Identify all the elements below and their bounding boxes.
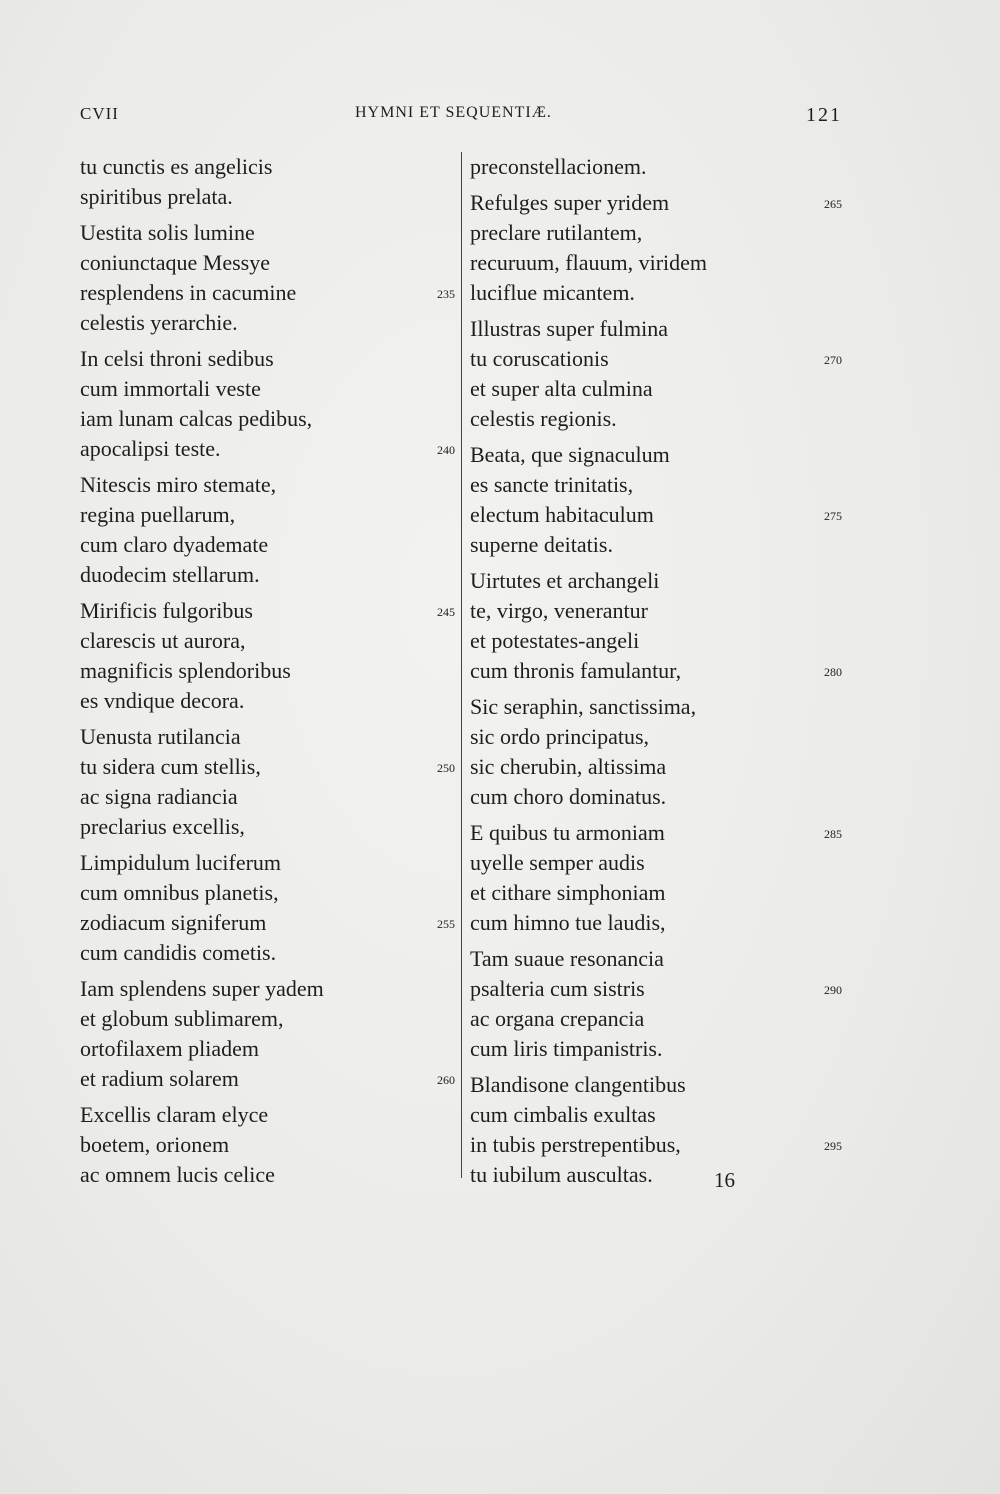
verse-line [80, 782, 460, 812]
stanza [80, 722, 460, 842]
verse-line [470, 278, 860, 308]
verse-line [80, 182, 460, 212]
verse-text: ac omnem lucis celice [80, 1162, 275, 1187]
verse-text: Iam splendens super yadem [80, 976, 324, 1001]
verse-line [80, 1004, 460, 1034]
verse-text: et radium solarem [80, 1066, 239, 1091]
verse-line [80, 596, 460, 626]
verse-text: Nitescis miro stemate, [80, 472, 277, 497]
verse-text: preconstellacionem. [470, 154, 647, 179]
verse-line [80, 308, 460, 338]
verse-line [470, 1130, 860, 1160]
line-number: 270 [824, 353, 842, 367]
line-number: 250 [437, 761, 455, 775]
verse-text: cum thronis famulantur, [470, 658, 682, 683]
verse-text: Illustras super fulmina [470, 316, 668, 341]
verse-line [80, 686, 460, 716]
verse-text: In celsi throni sedibus [80, 346, 274, 371]
stanza [470, 1070, 860, 1190]
verse-text: Blandisone clangentibus [470, 1072, 686, 1097]
stanza [470, 188, 860, 308]
verse-text: iam lunam calcas pedibus, [80, 406, 313, 431]
verse-line [470, 692, 860, 722]
verse-line [80, 752, 460, 782]
verse-line [80, 152, 460, 182]
verse-line [80, 404, 460, 434]
verse-text: es vndique decora. [80, 688, 245, 713]
verse-text: Sic seraphin, sanctissima, [470, 694, 697, 719]
verse-line [80, 1130, 460, 1160]
verse-line [470, 374, 860, 404]
stanza [470, 944, 860, 1064]
verse-text: clarescis ut aurora, [80, 628, 246, 653]
verse-text: boetem, orionem [80, 1132, 230, 1157]
verse-text: et cithare simphoniam [470, 880, 666, 905]
verse-line [470, 248, 860, 278]
verse-text: spiritibus prelata. [80, 184, 233, 209]
verse-text: superne deitatis. [470, 532, 613, 557]
verse-text: cum cimbalis exultas [470, 1102, 656, 1127]
verse-line [470, 530, 860, 560]
verse-text: tu cunctis es angelicis [80, 154, 273, 179]
verse-line [80, 908, 460, 938]
verse-text: preclarius excellis, [80, 814, 245, 839]
running-header [0, 104, 1000, 134]
verse-text: es sancte trinitatis, [470, 472, 634, 497]
verse-line [470, 1100, 860, 1130]
verse-text: sic ordo principatus, [470, 724, 650, 749]
verse-line [80, 812, 460, 842]
verse-line [80, 1100, 460, 1130]
line-number: 280 [824, 665, 842, 679]
verse-text: tu sidera cum stellis, [80, 754, 261, 779]
stanza [80, 344, 460, 464]
verse-line [470, 470, 860, 500]
header-section-number: CVII [80, 104, 119, 123]
verse-text: resplendens in cacumine [80, 280, 297, 305]
header-title: HYMNI ET SEQUENTIÆ. [355, 104, 552, 121]
verse-line [470, 500, 860, 530]
verse-text: cum immortali veste [80, 376, 261, 401]
verse-text: cum liris timpanistris. [470, 1036, 663, 1061]
verse-text: Uestita solis lumine [80, 220, 255, 245]
line-number: 260 [437, 1073, 455, 1087]
verse-text: cum choro dominatus. [470, 784, 667, 809]
verse-line [470, 1004, 860, 1034]
verse-line [470, 626, 860, 656]
verse-line [470, 722, 860, 752]
line-number: 295 [824, 1139, 842, 1153]
line-number: 275 [824, 509, 842, 523]
line-number: 240 [437, 443, 455, 457]
stanza [80, 974, 460, 1094]
line-number: 285 [824, 827, 842, 841]
stanza [470, 152, 860, 182]
verse-text: tu coruscationis [470, 346, 609, 371]
verse-text: E quibus tu armoniam [470, 820, 665, 845]
verse-text: regina puellarum, [80, 502, 236, 527]
verse-line [470, 908, 860, 938]
verse-text: preclare rutilantem, [470, 220, 643, 245]
verse-text: cum candidis cometis. [80, 940, 277, 965]
verse-text: celestis yerarchie. [80, 310, 238, 335]
verse-text: uyelle semper audis [470, 850, 645, 875]
verse-line [470, 344, 860, 374]
stanza [470, 692, 860, 812]
stanza [80, 218, 460, 338]
stanza [470, 440, 860, 560]
line-number: 235 [437, 287, 455, 301]
stanza [470, 818, 860, 938]
verse-line [470, 944, 860, 974]
line-number: 255 [437, 917, 455, 931]
verse-line [80, 530, 460, 560]
verse-text: Uenusta rutilancia [80, 724, 241, 749]
verse-line [80, 1160, 460, 1190]
verse-text: tu iubilum auscultas. [470, 1162, 653, 1187]
verse-line [80, 1034, 460, 1064]
verse-line [470, 818, 860, 848]
verse-text: luciflue micantem. [470, 280, 635, 305]
verse-line [80, 248, 460, 278]
verse-line [80, 878, 460, 908]
verse-line [80, 434, 460, 464]
verse-line [470, 188, 860, 218]
verse-line [80, 656, 460, 686]
verse-text: Refulges super yridem [470, 190, 670, 215]
verse-line [80, 344, 460, 374]
verse-text: sic cherubin, altissima [470, 754, 667, 779]
verse-line [80, 278, 460, 308]
line-number: 245 [437, 605, 455, 619]
stanza [80, 596, 460, 716]
verse-text: coniunctaque Messye [80, 250, 270, 275]
verse-text: Excellis claram elyce [80, 1102, 269, 1127]
verse-line [470, 656, 860, 686]
verse-text: Limpidulum luciferum [80, 850, 282, 875]
verse-line [80, 1064, 460, 1094]
verse-line [470, 878, 860, 908]
verse-line [470, 848, 860, 878]
stanza [470, 566, 860, 686]
verse-line [470, 752, 860, 782]
verse-line [470, 440, 860, 470]
verse-line [80, 560, 460, 590]
verse-text: electum habitaculum [470, 502, 654, 527]
verse-text: te, virgo, venerantur [470, 598, 648, 623]
column-divider [461, 152, 462, 1178]
verse-text: cum himno tue laudis, [470, 910, 666, 935]
page-number: 121 [806, 104, 842, 126]
verse-text: magnificis splendoribus [80, 658, 291, 683]
verse-text: Tam suaue resonancia [470, 946, 664, 971]
verse-line [470, 1160, 860, 1190]
verse-text: ortofilaxem pliadem [80, 1036, 259, 1061]
verse-text: in tubis perstrepentibus, [470, 1132, 681, 1157]
verse-line [80, 974, 460, 1004]
stanza [80, 848, 460, 968]
verse-text: apocalipsi teste. [80, 436, 221, 461]
line-number: 290 [824, 983, 842, 997]
verse-text: et super alta culmina [470, 376, 653, 401]
verse-line [470, 218, 860, 248]
verse-text: ac organa crepancia [470, 1006, 645, 1031]
stanza [80, 152, 460, 212]
verse-line [470, 596, 860, 626]
verse-line [470, 566, 860, 596]
verse-text: recuruum, flauum, viridem [470, 250, 708, 275]
verse-text: cum claro dyademate [80, 532, 269, 557]
verse-text: psalteria cum sistris [470, 976, 645, 1001]
verse-line [80, 722, 460, 752]
verse-text: celestis regionis. [470, 406, 617, 431]
verse-text: cum omnibus planetis, [80, 880, 279, 905]
verse-text: ac signa radiancia [80, 784, 238, 809]
stanza [80, 470, 460, 590]
right-text-column [470, 152, 860, 1196]
verse-line [80, 938, 460, 968]
verse-line [470, 404, 860, 434]
verse-line [470, 314, 860, 344]
line-number: 265 [824, 197, 842, 211]
verse-line [80, 500, 460, 530]
verse-line [470, 974, 860, 1004]
stanza [470, 314, 860, 434]
left-text-column [80, 152, 460, 1196]
verse-text: zodiacum signiferum [80, 910, 267, 935]
verse-line [470, 1070, 860, 1100]
verse-text: et potestates-angeli [470, 628, 640, 653]
verse-line [80, 374, 460, 404]
stanza [80, 1100, 460, 1190]
verse-line [80, 470, 460, 500]
verse-text: Uirtutes et archangeli [470, 568, 660, 593]
verse-text: et globum sublimarem, [80, 1006, 284, 1031]
verse-line [80, 848, 460, 878]
verse-line [470, 152, 860, 182]
verse-line [470, 1034, 860, 1064]
verse-line [470, 782, 860, 812]
verse-text: Beata, que signaculum [470, 442, 670, 467]
verse-text: duodecim stellarum. [80, 562, 260, 587]
verse-line [80, 218, 460, 248]
verse-line [80, 626, 460, 656]
verse-text: Mirificis fulgoribus [80, 598, 253, 623]
signature-mark: 16 [714, 1168, 735, 1192]
